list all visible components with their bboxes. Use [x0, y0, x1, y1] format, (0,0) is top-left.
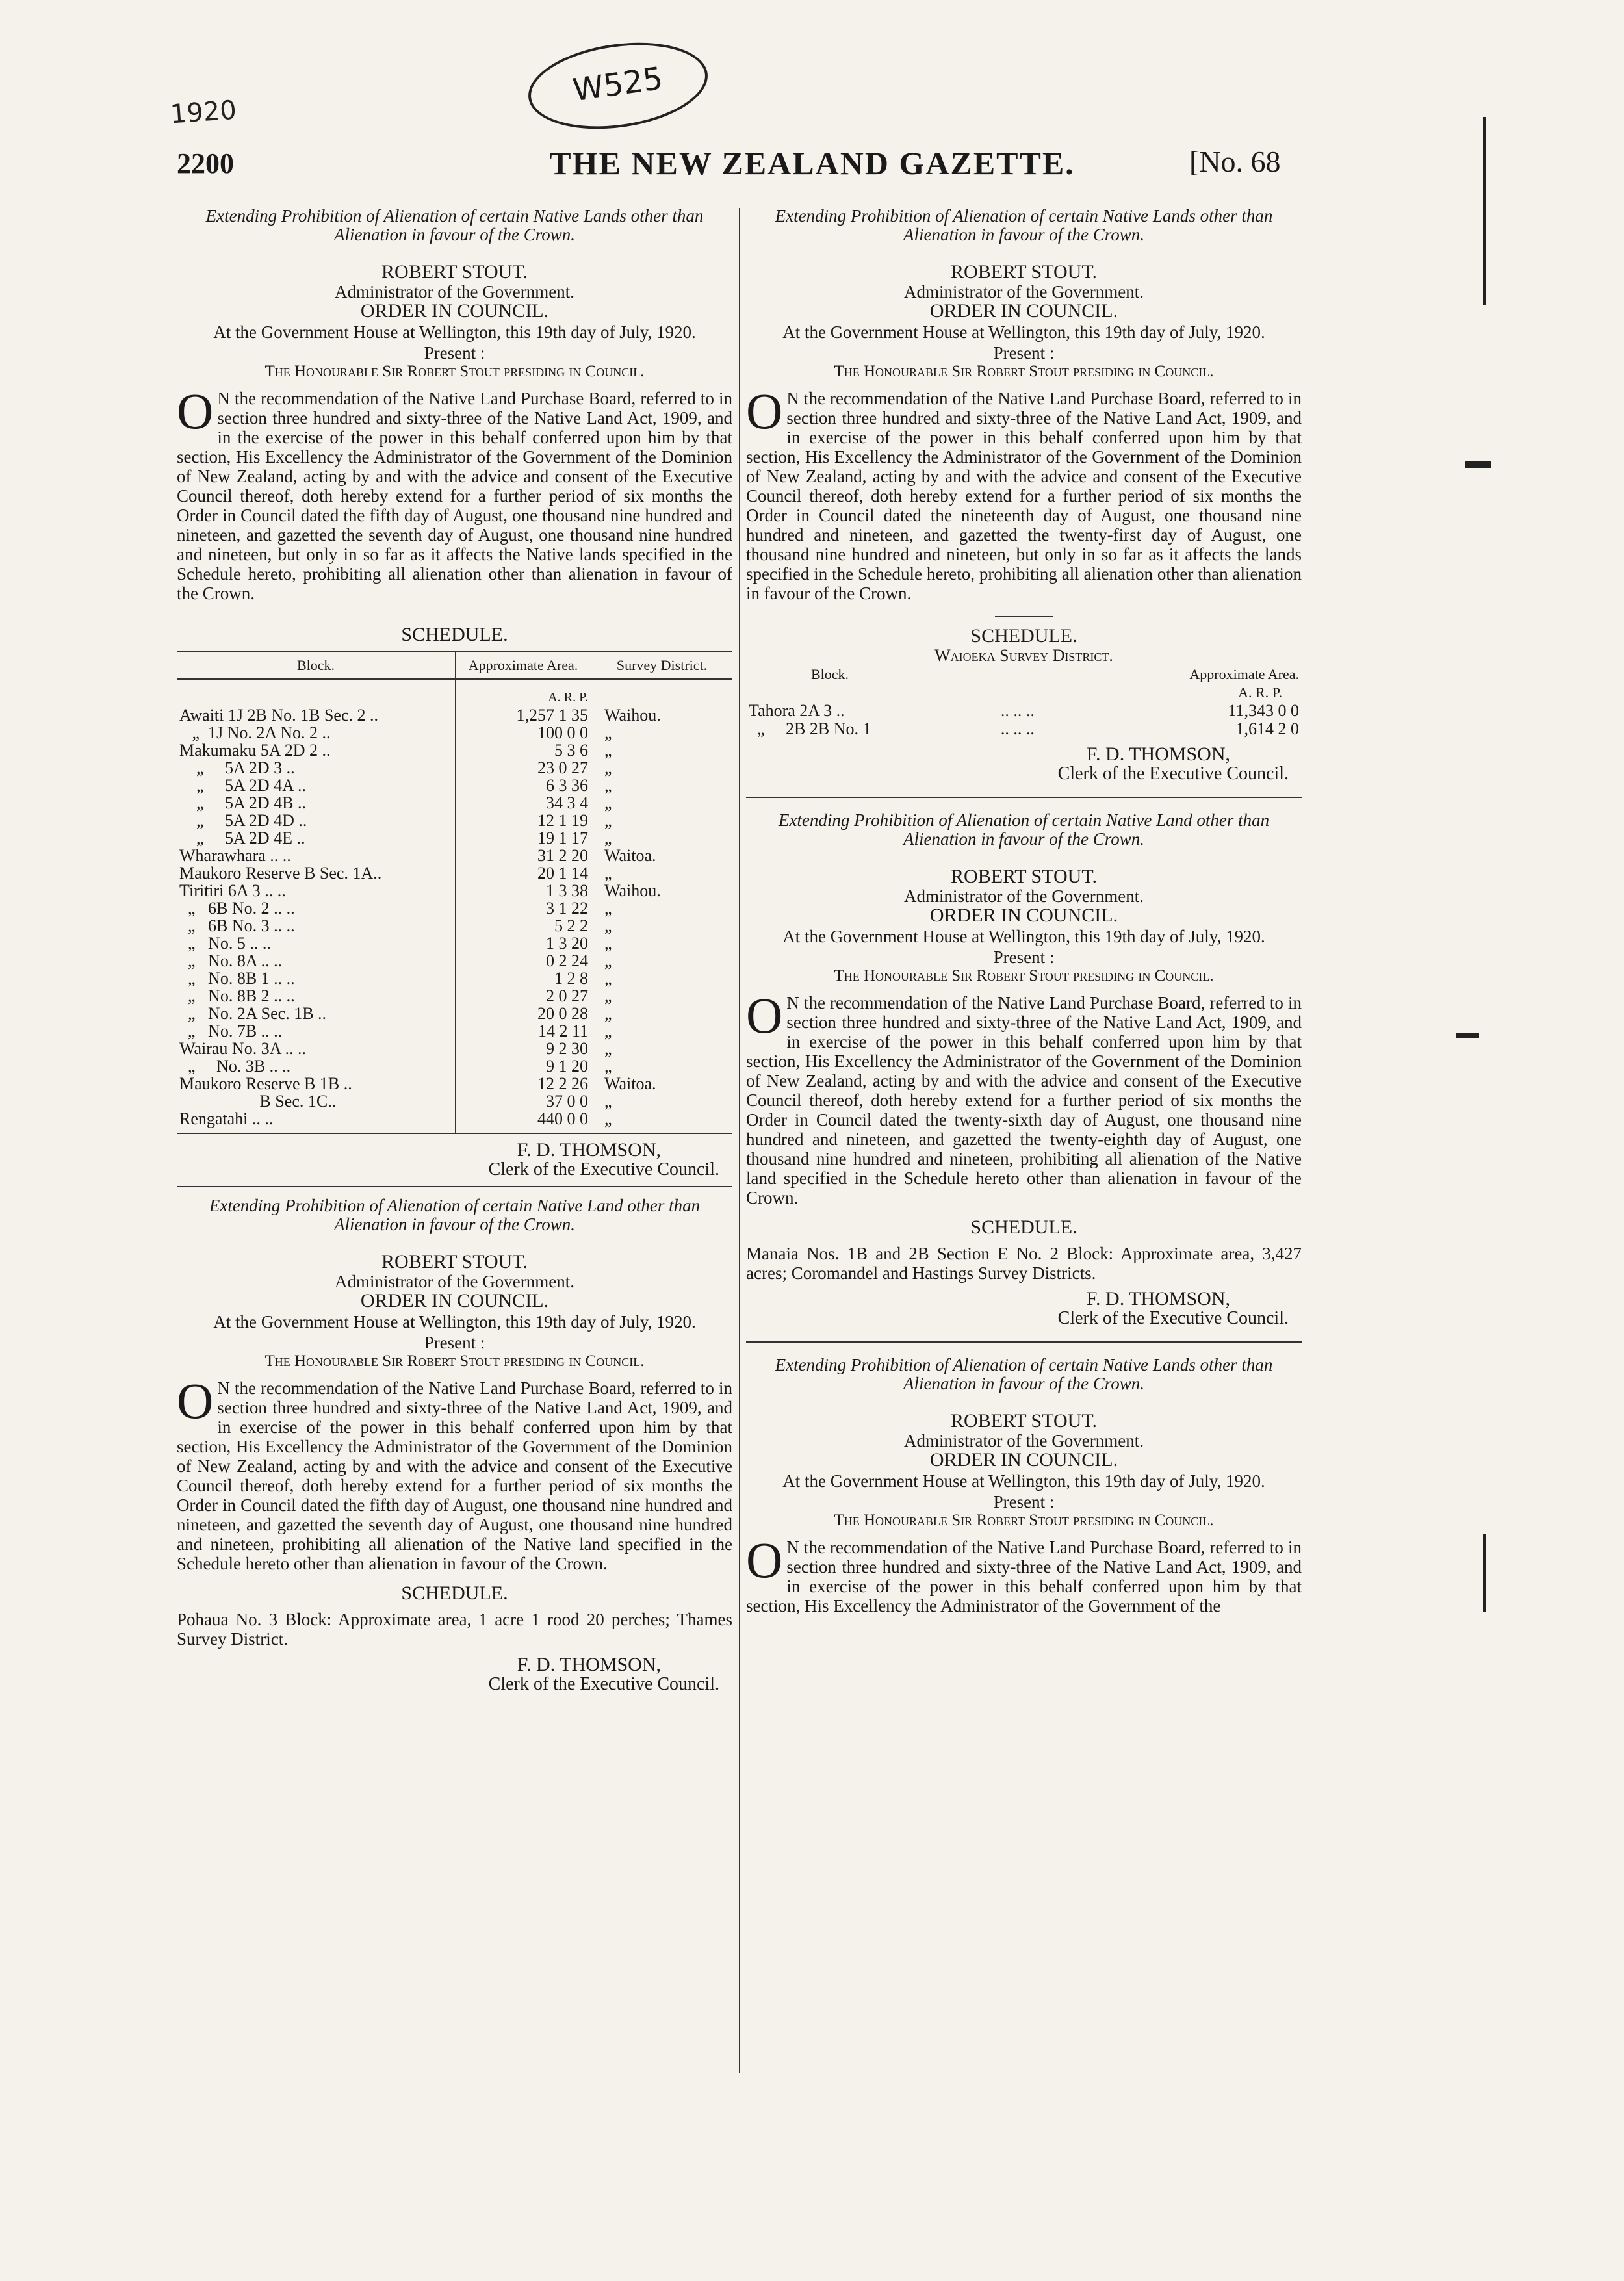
gazette-title: THE NEW ZEALAND GAZETTE.: [549, 145, 1075, 181]
table-row: [177, 847, 732, 864]
block-cell: Makumaku 5A 2D 2 ..: [179, 741, 331, 760]
administrator-role: Administrator of the Government.: [904, 282, 1144, 302]
clerk-role: Clerk of the Executive Council.: [1057, 764, 1289, 784]
stamp-label: W525: [570, 60, 665, 109]
area-cell: 19 1 17: [456, 829, 591, 847]
col-area: Approximate Area.: [456, 652, 591, 679]
block-cell: „ 5A 2D 4B ..: [179, 793, 306, 812]
presiding-line: The Honourable Sir Robert Stout presiding in Council.: [264, 363, 645, 380]
table-row: [177, 777, 732, 794]
units-label: A. R. P.: [1238, 684, 1282, 701]
notice-heading: Extending Prohibition of Alienation of certain Native Lands other than Alienation in favour of the Crown.: [775, 1355, 1273, 1393]
block-cell: Maukoro Reserve B Sec. 1A..: [179, 864, 382, 883]
schedule-title: SCHEDULE.: [401, 624, 508, 645]
district-cell: „: [591, 1040, 733, 1057]
table-row: [177, 829, 732, 847]
body-text: N the recommendation of the Native Land Purchase Board, referred to in section three hundred and sixty-three of the Native Land Act, 1909, and in exercise of the power in this behalf conferred upon him by that section, His Excellency the Administrator of the Government of the Dominion of New Zealand, acting by and with the advice and consent of the Executive Council thereof, doth hereby extend for a further period of six months the Order in Council dated the fifth day of August, one thousand nine hundred and nineteen, and gazetted the seventh day of August, one thousand nine hundred and nineteen, prohibiting all alienation of the Native land specified in the Schedule hereto other than alienation in favour of the Crown.: [177, 1378, 732, 1573]
area-cell: 9 2 30: [456, 1040, 591, 1057]
page-number: 2200: [177, 148, 234, 179]
right-column: [746, 207, 1302, 1616]
notice-body: [746, 1532, 1302, 1616]
block-cell: „ 5A 2D 3 ..: [179, 758, 295, 777]
district-cell: „: [591, 934, 733, 952]
administrator-role: Administrator of the Government.: [335, 1272, 574, 1291]
notice-separator: [746, 1341, 1302, 1343]
scan-margin-mark: [1456, 1033, 1479, 1038]
place-date: At the Government House at Wellington, this 19th day of July, 1920.: [213, 1312, 696, 1332]
notice-body: [177, 383, 732, 603]
schedule-title: SCHEDULE.: [970, 625, 1077, 647]
notice-body: [746, 987, 1302, 1207]
block-cell: Maukoro Reserve B 1B ..: [179, 1074, 352, 1093]
left-column: [177, 207, 732, 1694]
notice-heading: Extending Prohibition of Alienation of certain Native Land other than Alienation in favour of the Crown.: [209, 1196, 701, 1234]
clerk-name: F. D. THOMSON,: [517, 1139, 661, 1161]
area-cell: 11,343 0 0: [1228, 701, 1299, 720]
clerk-role: Clerk of the Executive Council.: [488, 1674, 719, 1694]
body-text: N the recommendation of the Native Land Purchase Board, referred to in section three hundred and sixty-three of the Native Land Act, 1909, and in exercise of the power in this behalf conferred upon him by that section, His Excellency the Administrator of the Government of the Dominion of New Zealand, acting by and with the advice and consent of the Executive Council thereof, doth hereby extend for a further period of six months the Order in Council dated the nineteenth day of August, one thousand nine hundred and nineteen, and gazetted the twenty-first day of August, one thousand nine hundred and nineteen, but only in so far as it affects the lands specified in the Schedule hereto, prohibiting all alienation other than alienation in favour of the Crown.: [746, 389, 1302, 603]
col-district: Survey District.: [591, 652, 733, 679]
notice-right-2: [746, 811, 1302, 1328]
district-cell: „: [591, 1057, 733, 1075]
district-cell: „: [591, 777, 733, 794]
table-row: [177, 917, 732, 934]
schedule-title: SCHEDULE.: [401, 1582, 508, 1604]
units-row: [177, 679, 732, 706]
archive-stamp: [522, 32, 713, 139]
district-cell: Waihou.: [591, 882, 733, 899]
table-row: [177, 741, 732, 759]
table-row: [177, 987, 732, 1005]
table-row: [177, 882, 732, 899]
administrator-role: Administrator of the Government.: [904, 1431, 1144, 1450]
drop-cap: O: [746, 987, 783, 1044]
notice-body: [746, 383, 1302, 603]
block-cell: „ No. 5 .. ..: [179, 934, 271, 953]
area-cell: 9 1 20: [456, 1057, 591, 1075]
block-cell: „ 6B No. 2 .. ..: [179, 899, 295, 918]
area-cell: 20 0 28: [456, 1005, 591, 1022]
drop-cap: O: [177, 383, 214, 439]
district-cell: „: [591, 724, 733, 741]
block-cell: „ 6B No. 3 .. ..: [179, 916, 295, 935]
table-row: [177, 1075, 732, 1092]
clerk-role: Clerk of the Executive Council.: [1057, 1308, 1289, 1328]
block-cell: „ 5A 2D 4E ..: [179, 829, 305, 847]
table-row: [177, 970, 732, 987]
area-cell: 12 1 19: [456, 812, 591, 829]
district-cell: „: [591, 987, 733, 1005]
district-cell: „: [591, 970, 733, 987]
block-cell: „ No. 7B .. ..: [179, 1022, 283, 1040]
administrator-name: ROBERT STOUT.: [951, 866, 1097, 887]
notice-heading: Extending Prohibition of Alienation of certain Native Lands other than Alienation in favour of the Crown.: [775, 206, 1273, 244]
district-cell: „: [591, 952, 733, 970]
col-block: Block.: [811, 666, 849, 682]
area-cell: 5 2 2: [456, 917, 591, 934]
place-date: At the Government House at Wellington, this 19th day of July, 1920.: [782, 1471, 1265, 1491]
area-cell: 1 2 8: [456, 970, 591, 987]
administrator-name: ROBERT STOUT.: [381, 261, 528, 283]
table-row: [177, 1005, 732, 1022]
administrator-name: ROBERT STOUT.: [951, 1410, 1097, 1432]
block-cell: „ 5A 2D 4D ..: [179, 811, 307, 830]
administrator-name: ROBERT STOUT.: [951, 261, 1097, 283]
clerk-name: F. D. THOMSON,: [1086, 743, 1230, 765]
block-cell: „ No. 3B .. ..: [179, 1057, 291, 1076]
scan-margin-mark: [1465, 461, 1491, 468]
order-in-council: ORDER IN COUNCIL.: [929, 1449, 1118, 1471]
table-row: [746, 702, 1302, 720]
notice-left-1: [177, 207, 732, 1179]
district-cell: „: [591, 1022, 733, 1040]
area-cell: 0 2 24: [456, 952, 591, 970]
district-cell: „: [591, 794, 733, 812]
block-cell: „ No. 8B 1 .. ..: [179, 969, 295, 988]
order-in-council: ORDER IN COUNCIL.: [929, 905, 1118, 926]
table-row: [177, 952, 732, 970]
table-row: [177, 1040, 732, 1057]
body-text: N the recommendation of the Native Land Purchase Board, referred to in section three hundred and sixty-three of the Native Land Act, 1909, and in exercise of the power in this behalf conferred upon him by that section, His Excellency the Administrator of the Government of the Dominion of New Zealand, acting by and with the advice and consent of the Executive Council thereof, doth hereby extend for a further period of six months the Order in Council dated the twenty-sixth day of August, one thousand nine hundred and nineteen, and gazetted the twenty-eighth day of August, one thousand nine hundred and nineteen, prohibiting all alienation of the Native land specified in the Schedule hereto other than alienation in favour of the Crown.: [746, 993, 1302, 1207]
drop-cap: O: [177, 1372, 214, 1429]
clerk-name: F. D. THOMSON,: [517, 1654, 661, 1675]
area-cell: 31 2 20: [456, 847, 591, 864]
schedule-table: [746, 665, 1302, 738]
district-cell: „: [591, 1092, 733, 1110]
scan-margin-mark: [1483, 117, 1486, 305]
block-cell: Rengatahi .. ..: [179, 1109, 274, 1128]
administrator-role: Administrator of the Government.: [335, 282, 574, 302]
notice-heading: Extending Prohibition of Alienation of certain Native Lands other than Alienation in favour of the Crown.: [205, 206, 704, 244]
district-cell: „: [591, 864, 733, 882]
district-cell: „: [591, 759, 733, 777]
district-cell: „: [591, 812, 733, 829]
notice-right-3: [746, 1356, 1302, 1616]
block-cell: „ No. 2A Sec. 1B ..: [179, 1004, 327, 1023]
block-cell: Tiritiri 6A 3 .. ..: [179, 881, 286, 900]
scan-margin-mark: [1483, 1534, 1486, 1612]
district-cell: Waitoa.: [591, 847, 733, 864]
block-cell: „ No. 8B 2 .. ..: [179, 986, 295, 1005]
handwritten-year-note: 1920: [169, 95, 238, 130]
column-divider: [739, 208, 740, 2073]
area-cell: 14 2 11: [456, 1022, 591, 1040]
notice-separator: [177, 1186, 732, 1187]
order-in-council: ORDER IN COUNCIL.: [929, 300, 1118, 322]
block-cell: „ 5A 2D 4A ..: [179, 776, 306, 795]
present-label: Present :: [424, 1333, 485, 1352]
schedule-table: [177, 651, 732, 1133]
presiding-line: The Honourable Sir Robert Stout presiding in Council.: [834, 1512, 1214, 1529]
area-cell: 1,257 1 35: [456, 706, 591, 724]
notice-body: [177, 1372, 732, 1573]
area-cell: 1 3 20: [456, 934, 591, 952]
body-text: N the recommendation of the Native Land Purchase Board, referred to in section three hundred and sixty-three of the Native Land Act, 1909, and in exercise of the power in this behalf conferred upon him by that section, His Excellency the Administrator of the Government of the: [746, 1538, 1302, 1616]
area-cell: 37 0 0: [456, 1092, 591, 1110]
table-row: [177, 724, 732, 741]
administrator-name: ROBERT STOUT.: [381, 1251, 528, 1272]
area-cell: 20 1 14: [456, 864, 591, 882]
place-date: At the Government House at Wellington, this 19th day of July, 1920.: [782, 322, 1265, 342]
drop-cap: O: [746, 383, 783, 439]
table-row: [177, 1092, 732, 1110]
present-label: Present :: [993, 947, 1055, 967]
area-cell: 3 1 22: [456, 899, 591, 917]
district-cell: Waitoa.: [591, 1075, 733, 1092]
presiding-line: The Honourable Sir Robert Stout presiding in Council.: [834, 363, 1214, 380]
clerk-name: F. D. THOMSON,: [1086, 1288, 1230, 1309]
block-cell: Awaiti 1J 2B No. 1B Sec. 2 ..: [179, 706, 378, 725]
area-cell: 6 3 36: [456, 777, 591, 794]
short-rule: [995, 616, 1053, 617]
notice-right-1: [746, 207, 1302, 784]
notice-heading: Extending Prohibition of Alienation of certain Native Land other than Alienation in favour of the Crown.: [778, 810, 1270, 849]
district-cell: „: [591, 917, 733, 934]
area-cell: 1 3 38: [456, 882, 591, 899]
table-row: [177, 706, 732, 724]
area-cell: 34 3 4: [456, 794, 591, 812]
block-cell: Wairau No. 3A .. ..: [179, 1039, 307, 1058]
area-cell: 440 0 0: [456, 1110, 591, 1133]
area-cell: 12 2 26: [456, 1075, 591, 1092]
table-row: [177, 812, 732, 829]
place-date: At the Government House at Wellington, this 19th day of July, 1920.: [213, 322, 696, 342]
present-label: Present :: [993, 343, 1055, 363]
table-row: [177, 934, 732, 952]
presiding-line: The Honourable Sir Robert Stout presiding in Council.: [834, 967, 1214, 985]
table-row: [177, 1057, 732, 1075]
units-row: [746, 684, 1302, 702]
schedule-text: Pohaua No. 3 Block: Approximate area, 1 acre 1 rood 20 perches; Thames Survey District.: [177, 1610, 732, 1649]
table-row: [746, 720, 1302, 738]
block-cell: B Sec. 1C..: [179, 1092, 337, 1111]
area-cell: 100 0 0: [456, 724, 591, 741]
area-cell: 23 0 27: [456, 759, 591, 777]
leader-dots: .. .. ..: [1000, 701, 1035, 720]
units-label: A. R. P.: [456, 679, 591, 706]
present-label: Present :: [993, 1492, 1055, 1512]
district-cell: „: [591, 741, 733, 759]
table-row: [177, 759, 732, 777]
area-cell: 5 3 6: [456, 741, 591, 759]
block-cell: „ 2B 2B No. 1: [749, 719, 871, 738]
table-row: [177, 1022, 732, 1040]
order-in-council: ORDER IN COUNCIL.: [360, 1290, 549, 1311]
table-header-row: [746, 665, 1302, 684]
schedule-title: SCHEDULE.: [970, 1217, 1077, 1238]
notice-separator: [746, 797, 1302, 798]
order-in-council: ORDER IN COUNCIL.: [360, 300, 549, 322]
district-cell: „: [591, 1005, 733, 1022]
present-label: Present :: [424, 343, 485, 363]
body-text: N the recommendation of the Native Land Purchase Board, referred to in section three hundred and sixty-three of the Native Land Act, 1909, and in the exercise of the power in this behalf conferred upon him by that section, His Excellency the Administrator of the Government of the Dominion of New Zealand, acting by and with the advice and consent of the Executive Council thereof, doth hereby extend for a further period of six months the Order in Council dated the fifth day of August, one thousand nine hundred and nineteen, and gazetted the seventh day of August, one thousand nine hundred and nineteen, but only in so far as it affects the Native lands specified in the Schedule hereto, prohibiting all alienation other than alienation in favour of the Crown.: [177, 389, 732, 603]
district-cell: „: [591, 899, 733, 917]
table-header-row: [177, 652, 732, 679]
table-row: [177, 794, 732, 812]
area-cell: 1,614 2 0: [1235, 719, 1299, 738]
district-cell: Waihou.: [591, 706, 733, 724]
presiding-line: The Honourable Sir Robert Stout presiding in Council.: [264, 1352, 645, 1370]
table-bottom-rule: [177, 1133, 732, 1134]
block-cell: „ 1J No. 2A No. 2 ..: [179, 723, 331, 742]
col-area: Approximate Area.: [1189, 666, 1299, 682]
block-cell: Wharawhara .. ..: [179, 846, 291, 865]
table-row: [177, 899, 732, 917]
schedule-text: Manaia Nos. 1B and 2B Section E No. 2 Block: Approximate area, 3,427 acres; Coromandel and Hastings Survey Districts.: [746, 1244, 1302, 1283]
clerk-role: Clerk of the Executive Council.: [488, 1159, 719, 1179]
place-date: At the Government House at Wellington, this 19th day of July, 1920.: [782, 927, 1265, 946]
survey-district: Waioeka Survey District.: [934, 646, 1113, 665]
administrator-role: Administrator of the Government.: [904, 886, 1144, 906]
drop-cap: O: [746, 1532, 783, 1588]
leader-dots: .. .. ..: [1000, 719, 1035, 738]
table-row: [177, 1110, 732, 1133]
district-cell: „: [591, 829, 733, 847]
block-cell: Tahora 2A 3 ..: [749, 701, 845, 720]
notice-left-2: [177, 1196, 732, 1694]
area-cell: 2 0 27: [456, 987, 591, 1005]
issue-number: [No. 68: [1189, 145, 1281, 178]
block-cell: „ No. 8A .. ..: [179, 951, 283, 970]
table-row: [177, 864, 732, 882]
district-cell: „: [591, 1110, 733, 1133]
col-block: Block.: [177, 652, 456, 679]
